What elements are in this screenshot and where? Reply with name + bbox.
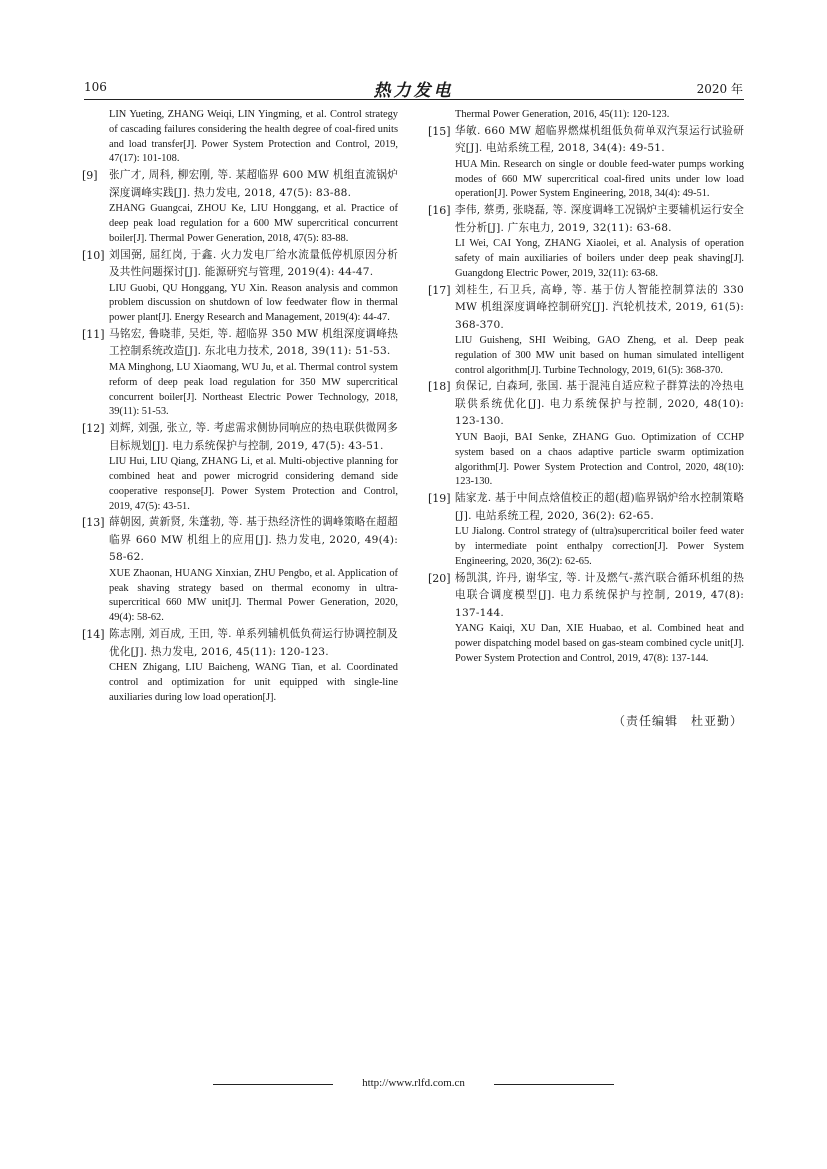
reference-item <box>428 202 744 281</box>
reference-number: [13] <box>82 516 105 530</box>
reference-chinese: 陈志刚, 刘百成, 王田, 等. 单系列辅机低负荷运行协调控制及优化[J]. 热力发电, 2016, 45(11): 120-123. <box>109 628 398 658</box>
reference-english: LIU Guobi, QU Honggang, YU Xin. Reason analysis and common problem discussion on shutdown of low feedwater flow in thermal power plant[J]. Energy Research and Management, 2019(4): 44-47. <box>109 282 398 324</box>
reference-english: LIU Hui, LIU Qiang, ZHANG Li, et al. Multi-objective planning for combined heat and power microgrid considering demand side cooperative response[J]. Power System Protection and Control, 2019, 47(5): 43-51. <box>109 456 398 512</box>
reference-item <box>82 514 398 626</box>
reference-number: [17] <box>428 283 451 297</box>
reference-item <box>428 378 744 490</box>
footer-rule-right <box>494 1084 614 1085</box>
reference-item <box>82 326 398 420</box>
reference-chinese: 马铭宏, 鲁晓菲, 吴炬, 等. 超临界 350 MW 机组深度调峰热工控制系统改造[J]. 东北电力技术, 2018, 39(11): 51-53. <box>109 327 398 358</box>
left-column <box>82 108 398 705</box>
reference-number: [19] <box>428 492 451 506</box>
reference-english: ZHANG Guangcai, ZHOU Ke, LIU Honggang, et al. Practice of deep peak load regulation for a 600 MW supercritical concurrent boiler[J]. Thermal Power Generation, 2018, 47(5): 83-88. <box>109 203 398 244</box>
reference-chinese: 刘桂生, 石卫兵, 高峥, 等. 基于仿人智能控制算法的 330 MW 机组深度调峰控制研究[J]. 汽轮机技术, 2019, 61(5): 368-370. <box>455 283 744 331</box>
year: 2020 年 <box>696 82 743 96</box>
reference-number: [9] <box>82 169 98 183</box>
reference-number: [20] <box>428 571 451 585</box>
reference-english: MA Minghong, LU Xiaomang, WU Ju, et al. Thermal control system reform of deep peak load regulation for 350 MW supercritical concurrent boiler[J]. Northeast Electric Power Technology, 2018, 39(11): 51-53. <box>109 361 398 418</box>
reference-item <box>82 247 398 326</box>
reference-chinese: 贠保记, 白森珂, 张国. 基于混沌自适应粒子群算法的冷热电联供系统优化[J]. 电力系统保护与控制, 2020, 48(10): 123-130. <box>455 380 744 428</box>
reference-continuation: LIN Yueting, ZHANG Weiqi, LIN Yingming, et al. Control strategy of cascading failures considering the health degree of coal-fired units and load transfer[J]. Power System Protection and Control, 2019, 47(17): 101-108. <box>109 109 398 165</box>
reference-english: LU Jialong. Control strategy of (ultra)supercritical boiler feed water by intermediate point enthalpy correction[J]. Power System Engineering, 2020, 36(2): 62-65. <box>455 526 744 567</box>
reference-number: [14] <box>82 628 105 642</box>
footer-url[interactable]: http://www.rlfd.com.cn <box>362 1077 465 1089</box>
reference-chinese: 华敏. 660 MW 超临界燃煤机组低负荷单双汽泵运行试验研究[J]. 电站系统工程, 2018, 34(4): 49-51. <box>455 124 744 155</box>
reference-chinese: 张广才, 周科, 柳宏刚, 等. 某超临界 600 MW 机组直流锅炉深度调峰实践[J]. 热力发电, 2018, 47(5): 83-88. <box>109 169 398 199</box>
reference-english: CHEN Zhigang, LIU Baicheng, WANG Tian, et al. Coordinated control and optimization for unit equipped with single-line auxiliaries during low load operation[J]. <box>109 662 398 703</box>
reference-chinese: 刘国弼, 屈红岗, 于鑫. 火力发电厂给水流量低停机原因分析及共性问题探讨[J]. 能源研究与管理, 2019(4): 44-47. <box>109 248 398 279</box>
reference-number: [12] <box>82 422 105 436</box>
page-number: 106 <box>84 80 107 94</box>
reference-english: YANG Kaiqi, XU Dan, XIE Huabao, et al. Combined heat and power dispatching model based on gas-steam combined cycle unit[J]. Power System Protection and Control, 2019, 47(8): 137-144. <box>455 623 744 664</box>
reference-english: LIU Guisheng, SHI Weibing, GAO Zheng, et al. Deep peak regulation of 300 MW unit based on human simulated intelligent control algorithm[J]. Turbine Technology, 2019, 61(5): 368-370. <box>455 335 744 376</box>
reference-english: HUA Min. Research on single or double feed-water pumps working modes of 660 MW supercritical coal-fired units under low load operation[J]. Power System Engineering, 2018, 34(4): 49-51. <box>455 158 744 200</box>
reference-item <box>428 570 744 667</box>
reference-number: [15] <box>428 124 451 138</box>
editor-note: （责任编辑 杜亚勤） <box>612 714 743 728</box>
reference-item <box>82 626 398 705</box>
reference-number: [18] <box>428 380 451 394</box>
journal-title: 热力发电 <box>373 81 454 101</box>
reference-item <box>428 490 744 569</box>
reference-chinese: 陆家龙. 基于中间点焓值校正的超(超)临界锅炉给水控制策略[J]. 电站系统工程, 2020, 36(2): 62-65. <box>455 492 744 522</box>
reference-item <box>82 420 398 514</box>
reference-chinese: 李伟, 蔡勇, 张晓磊, 等. 深度调峰工况锅炉主要辅机运行安全性分析[J]. 广东电力, 2019, 32(11): 63-68. <box>455 204 744 234</box>
reference-item <box>428 123 744 202</box>
reference-chinese: 杨凯淇, 许丹, 谢华宝, 等. 计及燃气-蒸汽联合循环机组的热电联合调度模型[J]. 电力系统保护与控制, 2019, 47(8): 137-144. <box>455 571 744 619</box>
reference-item <box>82 167 398 246</box>
reference-english: LI Wei, CAI Yong, ZHANG Xiaolei, et al. Analysis of operation safety of main auxiliaries of boilers under deep peak shaving[J]. Guangdong Electric Power, 2019, 32(11): 63-68. <box>455 238 744 279</box>
reference-chinese: 刘辉, 刘强, 张立, 等. 考虑需求侧协同响应的热电联供微网多目标规划[J]. 电力系统保护与控制, 2019, 47(5): 43-51. <box>109 422 398 452</box>
right-column <box>428 108 744 666</box>
header-rule <box>84 99 744 100</box>
reference-english: YUN Baoji, BAI Senke, ZHANG Guo. Optimization of CCHP system based on a chaos adaptive particle swarm optimization algorithm[J]. Power System Protection and Control, 2020, 48(10): 123-130. <box>455 431 744 488</box>
reference-number: [10] <box>82 248 105 262</box>
reference-number: [16] <box>428 204 451 218</box>
reference-number: [11] <box>82 327 105 341</box>
reference-chinese: 薛朝囡, 黄新贤, 朱蓬勃, 等. 基于热经济性的调峰策略在超超临界 660 MW 机组上的应用[J]. 热力发电, 2020, 49(4): 58-62. <box>109 516 398 564</box>
reference-english: XUE Zhaonan, HUANG Xinxian, ZHU Pengbo, et al. Application of peak shaving strategy based on thermal economy in ultra-supercritical 660 MW unit[J]. Thermal Power Generation, 2020, 49(4): 58-62. <box>109 567 398 624</box>
reference-continuation: Thermal Power Generation, 2016, 45(11): 120-123. <box>455 109 670 120</box>
reference-item <box>428 282 744 379</box>
